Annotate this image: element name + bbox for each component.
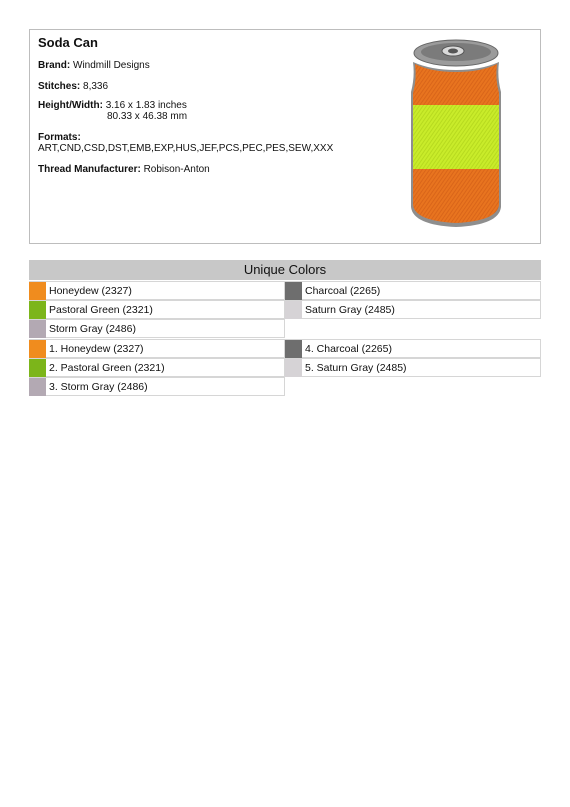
color-row — [285, 281, 541, 300]
stitches-label: Stitches: — [38, 81, 81, 92]
brand-label: Brand: — [38, 60, 71, 71]
color-row — [285, 300, 541, 319]
color-swatch — [285, 282, 302, 300]
color-name: 5. Saturn Gray (2485) — [305, 362, 407, 374]
sequence-row — [29, 358, 285, 377]
color-row — [29, 281, 285, 300]
thread-row — [38, 164, 210, 176]
soda-can-image — [401, 37, 511, 233]
color-name: 3. Storm Gray (2486) — [49, 381, 148, 393]
sequence-row — [29, 339, 285, 358]
color-row — [29, 300, 285, 319]
stitches-value: 8,336 — [83, 81, 109, 92]
thread-value: Robison-Anton — [143, 164, 210, 175]
color-swatch — [285, 340, 302, 358]
color-name: 1. Honeydew (2327) — [49, 343, 144, 355]
color-swatch — [29, 378, 46, 396]
design-title: Soda Can — [38, 35, 98, 50]
formats-value: ART,CND,CSD,DST,EMB,EXP,HUS,JEF,PCS,PEC,PES,SEW,XXX — [38, 143, 334, 154]
color-name: Saturn Gray (2485) — [305, 304, 395, 316]
size-label: Height/Width: — [38, 100, 103, 111]
unique-colors-header: Unique Colors — [29, 260, 541, 280]
size-inches: 3.16 x 1.83 inches — [105, 100, 187, 111]
sequence-row — [29, 377, 285, 396]
color-name: 4. Charcoal (2265) — [305, 343, 392, 355]
size-mm: 80.33 x 46.38 mm — [107, 111, 188, 122]
color-name: Storm Gray (2486) — [49, 323, 136, 335]
sequence-row — [285, 339, 541, 358]
thread-label: Thread Manufacturer: — [38, 164, 141, 175]
color-swatch — [29, 340, 46, 358]
color-swatch — [29, 301, 46, 319]
brand-row — [38, 60, 150, 72]
color-swatch — [29, 320, 46, 338]
color-name: Pastoral Green (2321) — [49, 304, 153, 316]
sequence-row — [285, 358, 541, 377]
brand-value: Windmill Designs — [73, 60, 150, 71]
color-swatch — [285, 301, 302, 319]
formats-label: Formats: — [38, 132, 81, 143]
color-swatch — [29, 282, 46, 300]
color-name: Charcoal (2265) — [305, 285, 381, 297]
color-swatch — [29, 359, 46, 377]
stitches-row — [38, 81, 108, 93]
color-name: Honeydew (2327) — [49, 285, 132, 297]
design-info-box — [29, 29, 541, 244]
soda-can-illustration — [401, 37, 511, 233]
color-name: 2. Pastoral Green (2321) — [49, 362, 165, 374]
color-swatch — [285, 359, 302, 377]
color-row — [29, 319, 285, 338]
